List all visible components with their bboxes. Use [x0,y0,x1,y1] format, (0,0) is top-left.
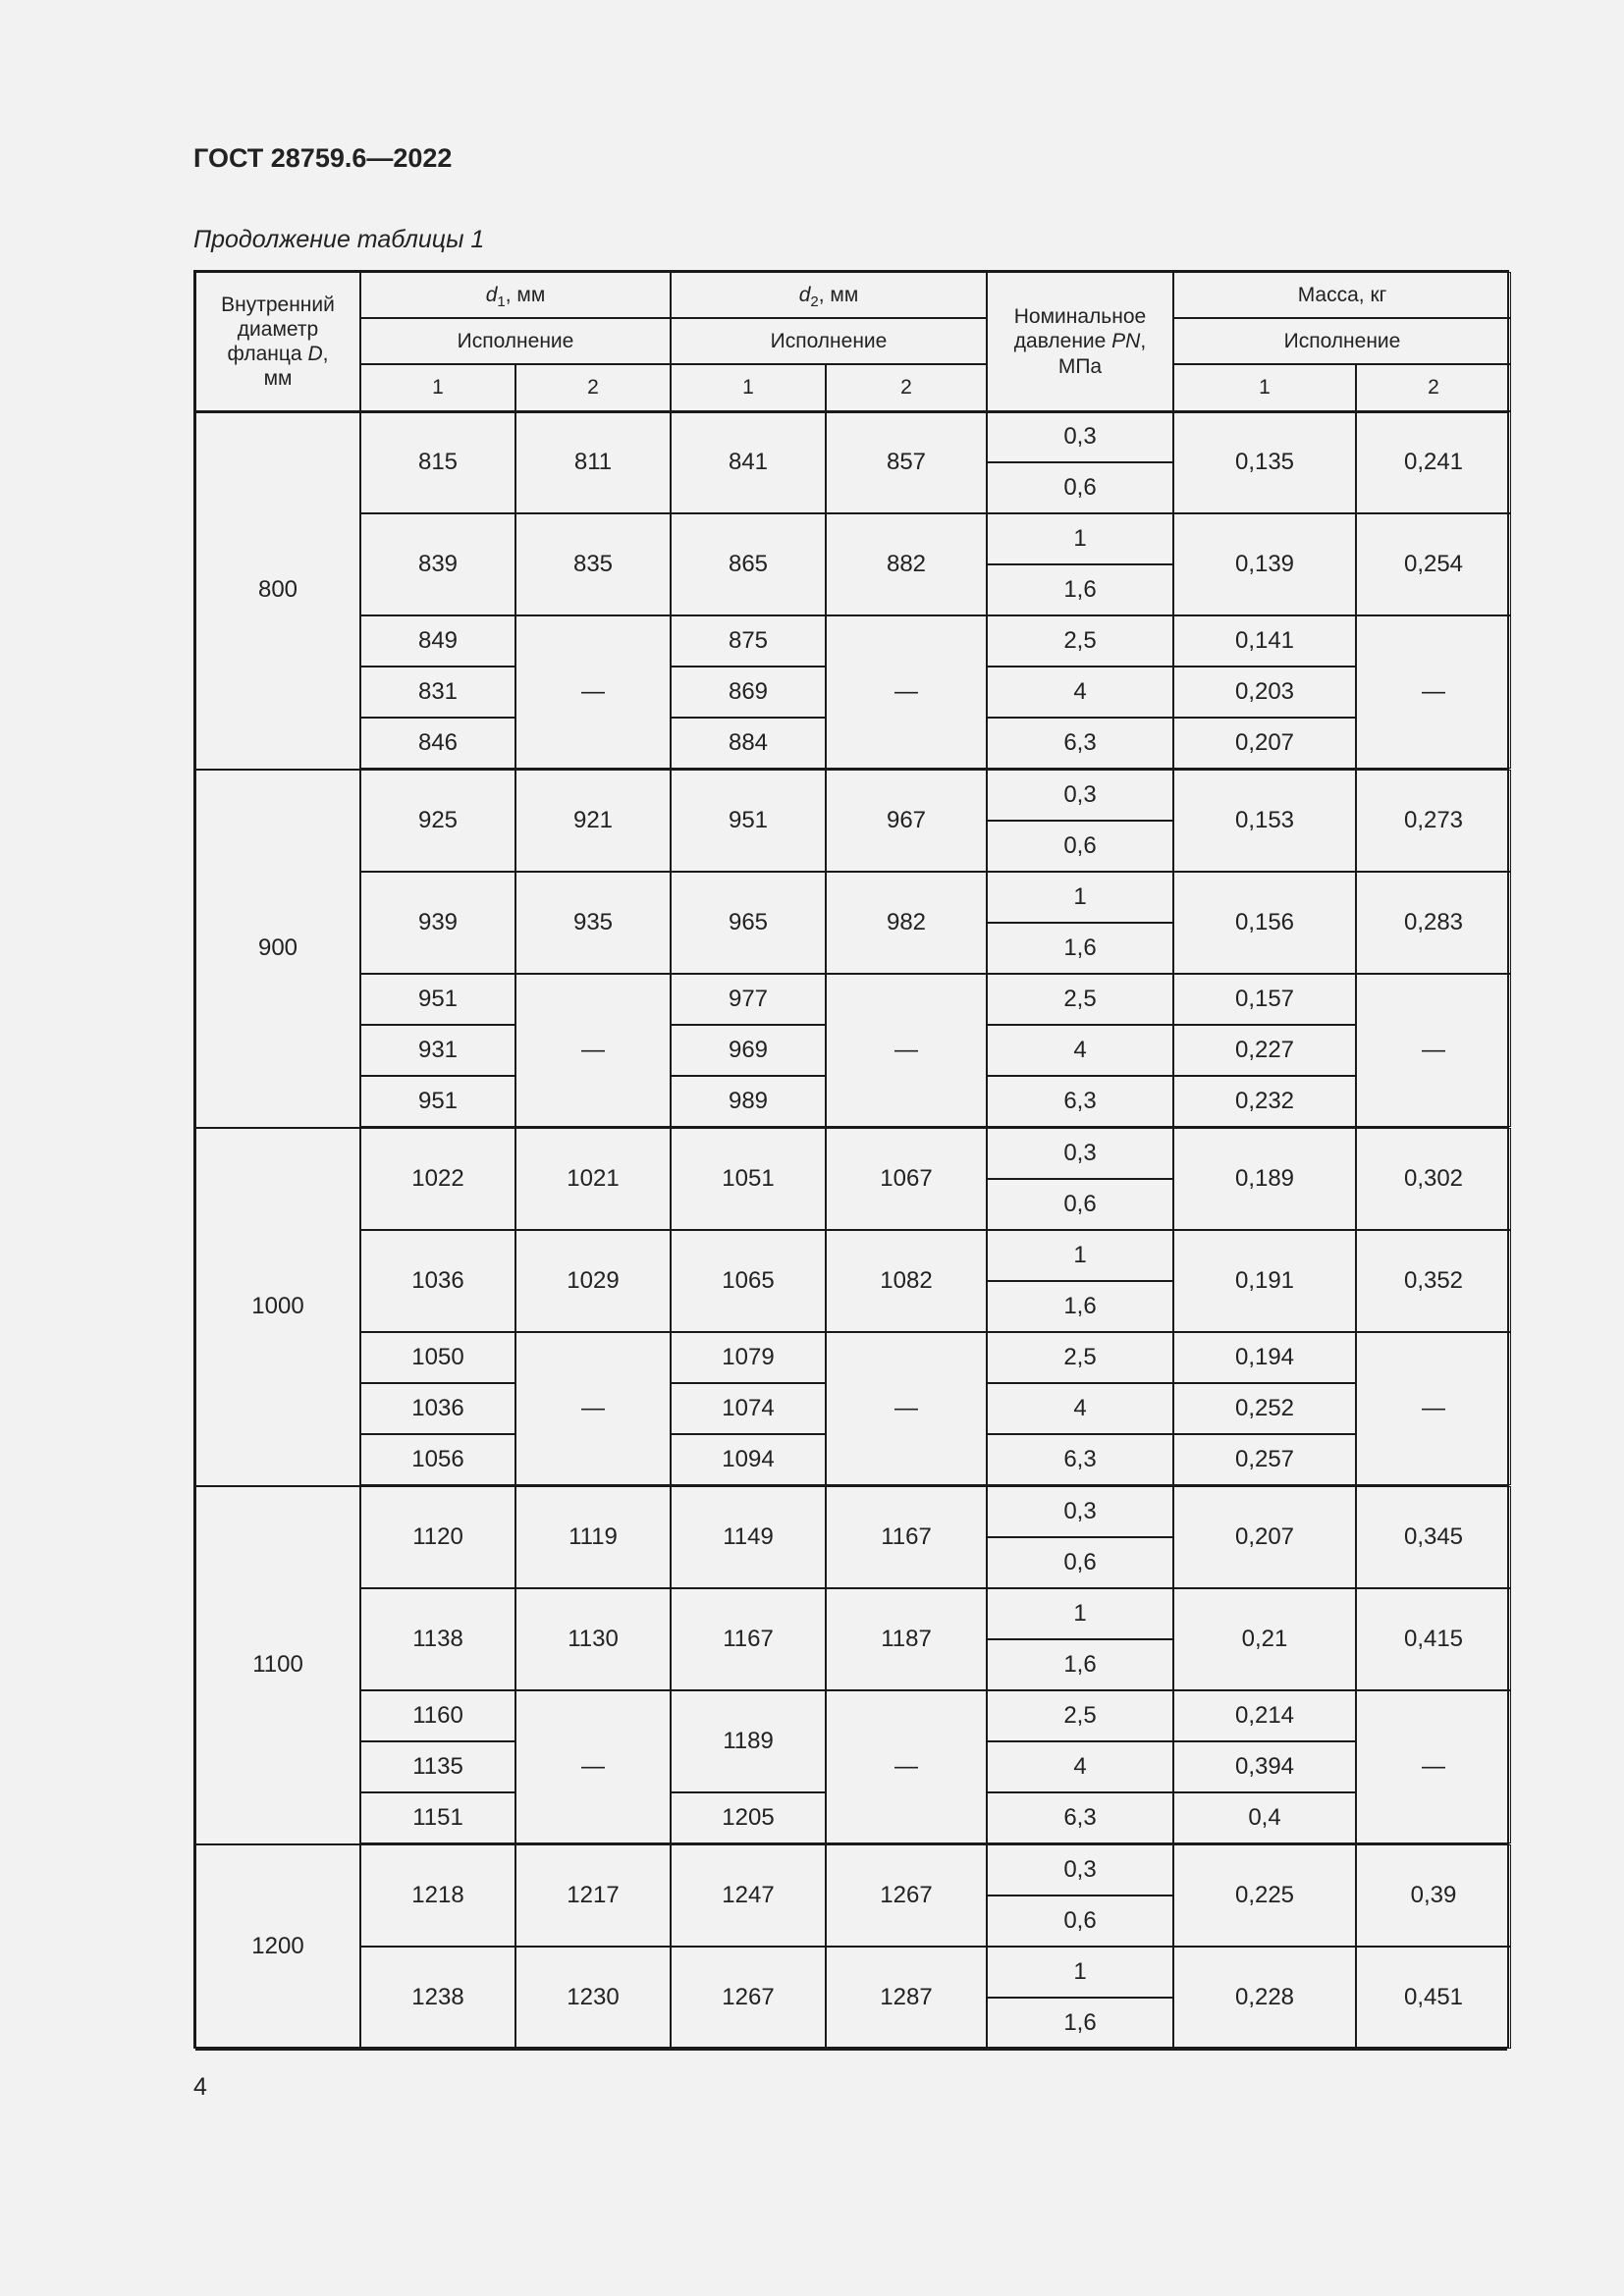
d1-exec1-cell: 1238 [360,1947,515,2049]
d2-exec1-cell: 1267 [671,1947,826,2049]
pressure-cell: 1 [987,1947,1173,1998]
d1-exec1-cell: 1036 [360,1383,515,1434]
d2-exec1-cell: 875 [671,615,826,667]
d2-exec1-cell: 965 [671,872,826,974]
d1-exec2-cell: 921 [515,770,671,872]
mass-exec2-cell: 0,39 [1356,1844,1511,1947]
d1-exec1-cell: 925 [360,770,515,872]
d2-exec2-cell: 1167 [826,1486,987,1588]
header-mass-exec-1: 1 [1173,364,1356,411]
mass-exec1-cell: 0,156 [1173,872,1356,974]
mass-exec2-dash-cell: — [1356,1690,1511,1843]
pressure-cell: 1 [987,1230,1173,1281]
d2-exec1-cell: 1079 [671,1332,826,1383]
inner-diameter-cell: 1200 [195,1844,360,2050]
pressure-cell: 0,6 [987,462,1173,513]
pressure-cell: 2,5 [987,1690,1173,1741]
pressure-cell: 4 [987,667,1173,718]
d2-exec2-cell: 1067 [826,1128,987,1230]
d1-exec1-cell: 1050 [360,1332,515,1383]
d1-exec1-cell: 1135 [360,1741,515,1792]
pressure-cell: 2,5 [987,1332,1173,1383]
mass-exec1-cell: 0,228 [1173,1947,1356,2049]
d2-exec2-dash-cell: — [826,615,987,769]
d1-exec1-cell: 849 [360,615,515,667]
d1-exec2-cell: 1217 [515,1844,671,1947]
mass-exec1-cell: 0,153 [1173,770,1356,872]
d2-exec1-cell: 977 [671,974,826,1025]
d1-exec2-cell: 811 [515,411,671,513]
mass-exec1-cell: 0,194 [1173,1332,1356,1383]
d1-exec1-cell: 1056 [360,1434,515,1485]
pressure-cell: 1 [987,513,1173,564]
d2-exec1-cell: 884 [671,718,826,769]
d1-exec1-cell: 1151 [360,1792,515,1843]
mass-exec2-cell: 0,451 [1356,1947,1511,2049]
pressure-cell: 1,6 [987,1998,1173,2049]
d2-exec2-cell: 1082 [826,1230,987,1332]
mass-exec1-cell: 0,139 [1173,513,1356,615]
d1-exec1-cell: 931 [360,1025,515,1076]
d2-exec2-dash-cell: — [826,974,987,1127]
pressure-cell: 1 [987,872,1173,923]
pressure-cell: 0,6 [987,1179,1173,1230]
d2-exec2-cell: 857 [826,411,987,513]
d1-exec2-cell: 1021 [515,1128,671,1230]
pressure-cell: 4 [987,1025,1173,1076]
d2-exec2-cell: 982 [826,872,987,974]
pressure-cell: 0,3 [987,1128,1173,1179]
mass-exec1-cell: 0,232 [1173,1076,1356,1127]
group-separator [195,2049,1507,2051]
header-d1-exec-2: 2 [515,364,671,411]
d2-exec1-cell: 1149 [671,1486,826,1588]
pressure-cell: 0,6 [987,821,1173,872]
mass-exec1-cell: 0,4 [1173,1792,1356,1843]
header-d2-exec-1: 1 [671,364,826,411]
pressure-cell: 1 [987,1588,1173,1639]
d2-exec2-dash-cell: — [826,1690,987,1843]
table-caption: Продолжение таблицы 1 [193,226,485,253]
mass-exec2-cell: 0,302 [1356,1128,1511,1230]
pressure-cell: 1,6 [987,1639,1173,1690]
header-mass-execution: Исполнение [1173,318,1511,364]
d2-exec2-cell: 967 [826,770,987,872]
mass-exec1-cell: 0,225 [1173,1844,1356,1947]
mass-exec1-cell: 0,252 [1173,1383,1356,1434]
inner-diameter-cell: 900 [195,770,360,1128]
d1-exec1-cell: 1138 [360,1588,515,1690]
d2-exec2-cell: 1287 [826,1947,987,2049]
pressure-cell: 0,3 [987,1844,1173,1896]
header-mass: Масса, кг [1173,272,1511,318]
header-d2: $d_2$, мм [671,272,987,318]
mass-exec2-cell: 0,254 [1356,513,1511,615]
pressure-cell: 0,3 [987,411,1173,462]
d2-exec1-cell: 989 [671,1076,826,1127]
header-d1-execution: Исполнение [360,318,671,364]
d2-exec1-cell: 1065 [671,1230,826,1332]
pressure-cell: 0,6 [987,1537,1173,1588]
d1-exec2-cell: 1230 [515,1947,671,2049]
mass-exec1-cell: 0,21 [1173,1588,1356,1690]
mass-exec1-cell: 0,135 [1173,411,1356,513]
mass-exec1-cell: 0,257 [1173,1434,1356,1485]
pressure-cell: 6,3 [987,718,1173,769]
d1-exec2-dash-cell: — [515,615,671,769]
d1-exec1-cell: 846 [360,718,515,769]
d2-exec1-cell: 1247 [671,1844,826,1947]
header-d2-exec-2: 2 [826,364,987,411]
mass-exec2-dash-cell: — [1356,974,1511,1127]
mass-exec2-cell: 0,415 [1356,1588,1511,1690]
mass-exec2-dash-cell: — [1356,615,1511,769]
mass-exec1-cell: 0,189 [1173,1128,1356,1230]
pressure-cell: 1,6 [987,564,1173,615]
d2-exec2-cell: 882 [826,513,987,615]
d2-exec1-cell: 869 [671,667,826,718]
header-d2-execution: Исполнение [671,318,987,364]
d1-exec1-cell: 1160 [360,1690,515,1741]
d1-exec1-cell: 1120 [360,1486,515,1588]
d1-exec2-dash-cell: — [515,1690,671,1843]
pressure-cell: 2,5 [987,974,1173,1025]
d2-exec1-cell: 1205 [671,1792,826,1843]
pressure-cell: 1,6 [987,923,1173,974]
mass-exec1-cell: 0,227 [1173,1025,1356,1076]
page-number: 4 [193,2073,207,2101]
mass-exec2-cell: 0,345 [1356,1486,1511,1588]
header-d1: $d_1$, мм [360,272,671,318]
d1-exec2-cell: 1130 [515,1588,671,1690]
inner-diameter-cell: 1000 [195,1128,360,1486]
mass-exec2-cell: 0,352 [1356,1230,1511,1332]
header-mass-exec-2: 2 [1356,364,1511,411]
d1-exec2-cell: 1119 [515,1486,671,1588]
inner-diameter-cell: 1100 [195,1486,360,1844]
d2-exec1-cell: 1074 [671,1383,826,1434]
mass-exec1-cell: 0,207 [1173,718,1356,769]
mass-exec2-cell: 0,241 [1356,411,1511,513]
mass-exec1-cell: 0,157 [1173,974,1356,1025]
pressure-cell: 6,3 [987,1792,1173,1843]
mass-exec2-cell: 0,273 [1356,770,1511,872]
d1-exec1-cell: 951 [360,974,515,1025]
mass-exec1-cell: 0,214 [1173,1690,1356,1741]
mass-exec2-cell: 0,283 [1356,872,1511,974]
d1-exec2-dash-cell: — [515,1332,671,1485]
d1-exec1-cell: 1218 [360,1844,515,1947]
d2-exec2-cell: 1187 [826,1588,987,1690]
d2-exec1-merged-cell: 1189 [671,1690,826,1792]
header-pressure: Номинальное давление PN, МПа [987,272,1173,411]
pressure-cell: 4 [987,1741,1173,1792]
d2-exec1-cell: 1094 [671,1434,826,1485]
d2-exec1-cell: 951 [671,770,826,872]
d2-exec1-cell: 969 [671,1025,826,1076]
pressure-cell: 0,3 [987,1486,1173,1537]
pressure-cell: 6,3 [987,1434,1173,1485]
mass-exec2-dash-cell: — [1356,1332,1511,1485]
d1-exec1-cell: 1036 [360,1230,515,1332]
flange-dimensions-table [193,270,1509,2049]
d1-exec2-cell: 935 [515,872,671,974]
pressure-cell: 1,6 [987,1281,1173,1332]
mass-exec1-cell: 0,203 [1173,667,1356,718]
pressure-cell: 0,6 [987,1896,1173,1947]
d1-exec2-cell: 1029 [515,1230,671,1332]
d1-exec1-cell: 951 [360,1076,515,1127]
d1-exec1-cell: 1022 [360,1128,515,1230]
pressure-cell: 2,5 [987,615,1173,667]
mass-exec1-cell: 0,394 [1173,1741,1356,1792]
inner-diameter-cell: 800 [195,411,360,770]
d2-exec2-cell: 1267 [826,1844,987,1947]
d2-exec1-cell: 1051 [671,1128,826,1230]
d1-exec1-cell: 831 [360,667,515,718]
pressure-cell: 4 [987,1383,1173,1434]
d1-exec1-cell: 939 [360,872,515,974]
pressure-cell: 6,3 [987,1076,1173,1127]
d1-exec1-cell: 839 [360,513,515,615]
header-inner-diameter: Внутренний диаметр фланца D, мм [195,272,360,411]
d2-exec1-cell: 841 [671,411,826,513]
document-title: ГОСТ 28759.6—2022 [193,143,453,173]
mass-exec1-cell: 0,191 [1173,1230,1356,1332]
d2-exec1-cell: 1167 [671,1588,826,1690]
header-d1-exec-1: 1 [360,364,515,411]
d2-exec2-dash-cell: — [826,1332,987,1485]
d1-exec2-dash-cell: — [515,974,671,1127]
d1-exec2-cell: 835 [515,513,671,615]
mass-exec1-cell: 0,141 [1173,615,1356,667]
d1-exec1-cell: 815 [360,411,515,513]
mass-exec1-cell: 0,207 [1173,1486,1356,1588]
d2-exec1-cell: 865 [671,513,826,615]
pressure-cell: 0,3 [987,770,1173,821]
